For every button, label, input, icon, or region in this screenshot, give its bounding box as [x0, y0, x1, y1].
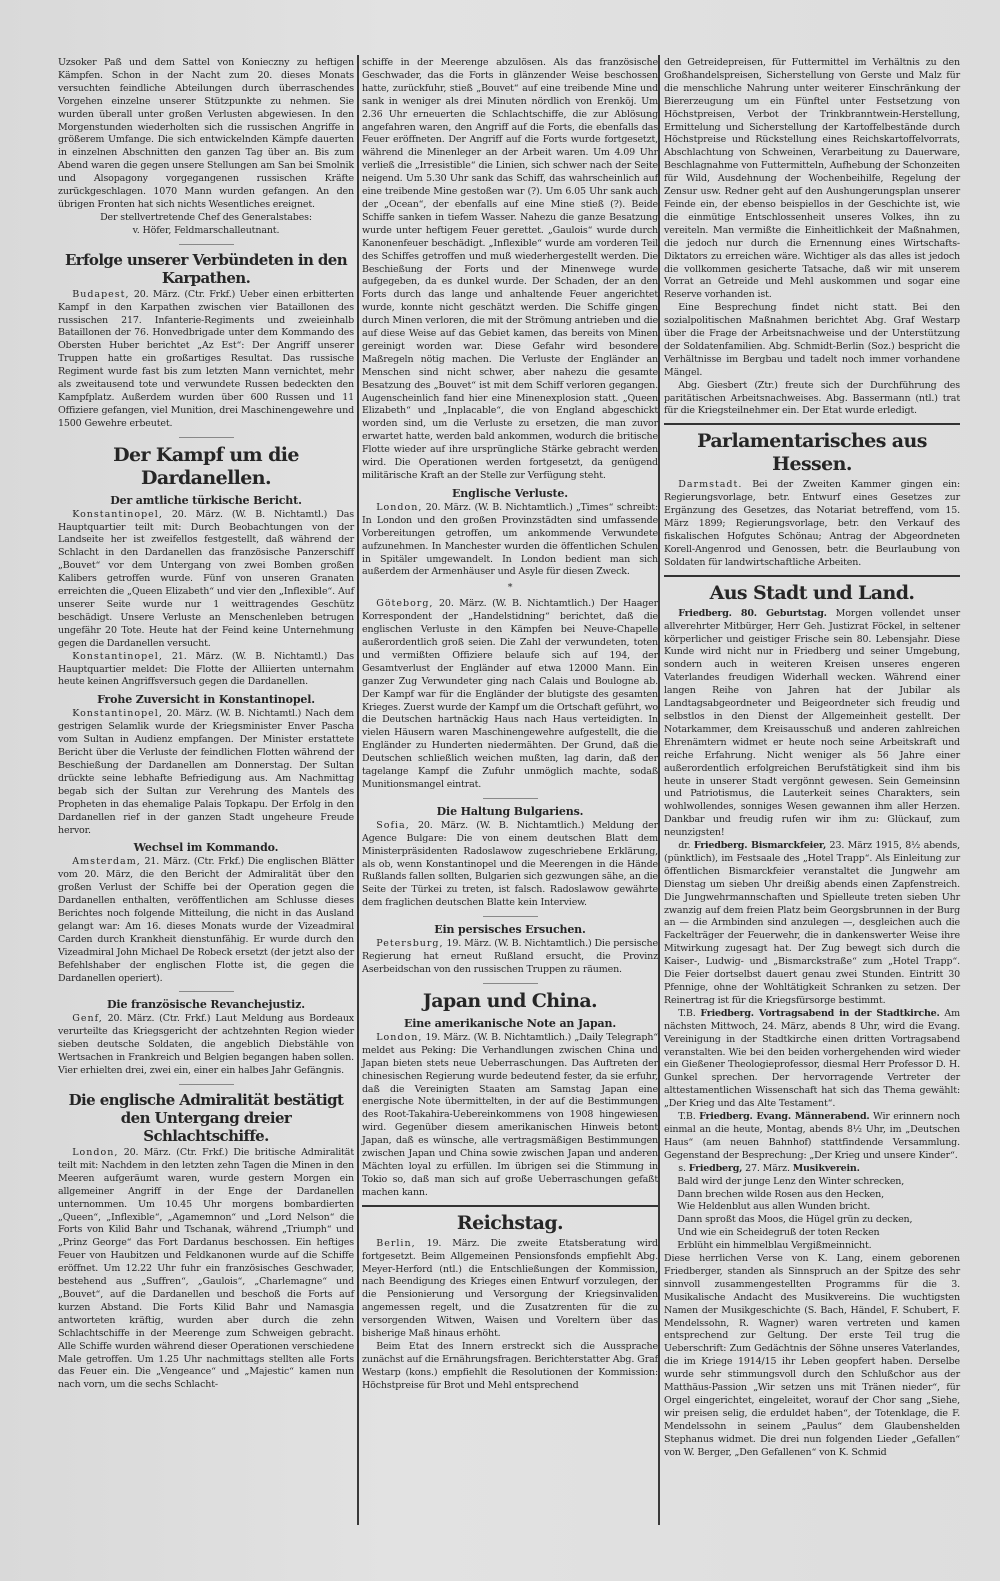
article-paragraph	[362, 57, 658, 483]
paragraph-text: 27. März.	[742, 1162, 793, 1174]
section-divider	[664, 575, 960, 577]
divider	[179, 991, 234, 992]
article-subheadline: Ein persisches Ersuchen.	[434, 923, 586, 937]
article-paragraph	[362, 1341, 658, 1393]
article-paragraph	[664, 1163, 960, 1176]
paragraph-text: Diese herrlichen Verse von K. Lang, einem geborenen Friedberger, standen als Sinnspruch an der Spitze des sehr sinnvoll zusammengestellten Programms für die 3. Musikalische Andacht des Musikvereins. Die wuchtigsten Namen der Musikgeschichte (S. Bach, Händel, F. Schubert, F. Mendelssohn, R. Wagner) waren vertreten und kamen entsprechend zur Geltung. Der erste Teil trug die Ueberschrift: Zum Gedächtnis der Söhne unseres Vaterlandes, die im Kriege 1914/15 ihr Leben geopfert haben. Derselbe wurde sehr stimmungsvoll durch den Schlußchor aus der Matthäus-Passion „Wir setzen uns mit Tränen nieder“, für Orgel eingerichtet, eingeleitet, worauf der Chor sang „Siehe, wir preisen selig, die erduldet haben“, der Totenklage, die F. Mendelssohn in seinem „Paulus“ dem Glaubenshelden Stephanus widmet. Die drei nun folgenden Lieder „Gefallen“ von W. Berger, „Den Gefallenen“ von K. Schmid	[664, 1253, 960, 1458]
article-paragraph	[664, 1253, 960, 1460]
poem	[664, 1176, 960, 1253]
article-headline: Japan und China.	[422, 989, 598, 1012]
column-2	[362, 57, 658, 1393]
signature-line: v. Höfer, Feldmarschalleutnant.	[132, 224, 280, 236]
article-subheadline: Frohe Zuversicht in Konstantinopel.	[97, 693, 315, 707]
paragraph-text: 20. März. (W. B. Nichtamtl.) Das Hauptquartier teilt mit: Durch Beobachtungen von der Landseite her ist zweifellos festgestellt, daß während der Schlacht in den Dardanellen das französische Panzerschiff „Bouvet“ vor dem Untergang von zwei Bomben großen Kalibers getroffen wurde. Fünf von unseren Granaten erreichten die „Queen Elizabeth“ und vier den „Inflexible“. Auf unserer Seite wurde nur 1 weittragendes Geschütz beschädigt. Unsere Verluste an Menschenleben betrugen ungefähr 20 Tote. Heute hat der Feind keine Unternehmung gegen die Dardanellen versucht.	[58, 508, 354, 649]
divider	[179, 244, 234, 245]
article-paragraph	[664, 608, 960, 840]
paragraph-text: Beim Etat des Innern erstreckt sich die Aussprache zunächst auf die Ernährungsfragen. Berichterstatter Abg. Graf Westarp (kons.) empfiehlt die Resolutionen der Kommission: Höchstpreise für Brot und Mehl entsprechend	[362, 1340, 658, 1391]
article-paragraph	[58, 509, 354, 651]
dateline: Budapest,	[72, 288, 130, 300]
poem-line: Dann sproßt das Moos, die Hügel grün zu decken,	[677, 1214, 913, 1226]
poem-line: Dann brechen wilde Rosen aus den Hecken,	[677, 1188, 884, 1200]
dateline: London,	[376, 501, 423, 513]
article-headline: Reichstag.	[456, 1211, 564, 1234]
signature-line: Der stellvertretende Chef des Generalstabes:	[100, 211, 312, 223]
column-divider	[658, 55, 660, 1525]
poem-line: Wie Heldenblut aus allen Wunden bricht.	[677, 1201, 871, 1213]
dateline: Friedberg. Vortragsabend in der Stadtkirche.	[700, 1007, 940, 1019]
paragraph-text: 19. März. (W. B. Nichtamtlich.) „Daily Telegraph“ meldet aus Peking: Die Verhandlungen zwischen China und Japan bieten stets neue Ueberraschungen. Das Auftreten der chinesischen Regierung wurde bedeutend fester, da sie erfuhr, daß die Vereinigten Staaten am Samstag Japan eine energische Note übermittelten, in der auf die Bestimmungen des Root-Takahira-Uebereinkommens von 1908 hingewiesen wird. Gegenüber diesem amerikanischen Hinweis betont Japan, daß es wünsche, alle vertragsmäßigen Bestimmungen zwischen Japan und China sowie zwischen Japan und anderen Mächten loyal zu erfüllen. Im übrigen sei die Stimmung in Tokio so, daß man sich auf große Ueberraschungen gefaßt machen kann.	[362, 1031, 658, 1198]
paragraph-text: 20. März. (W. B. Nichtamtl.) Nach dem gestrigen Selamlik wurde der Kriegsminister Enver Pascha vom Sultan in Audienz empfangen. Der Minister erstattete Bericht über die Verluste der feindlichen Flotten während der Beschießung der Dardanellen am Donnerstag. Der Sultan drückte seine lebhafte Befriedigung aus. Am Nachmittag begab sich der Sultan zur Verehrung des Mantels des Propheten in das ehemalige Palais Topkapu. Der Erfolg in den Dardanellen rief in der ganzen Stadt ungeheure Freude hervor.	[58, 708, 354, 836]
article-paragraph	[58, 57, 354, 212]
paragraph-text: 21. März. (Ctr. Frkf.) Die englischen Blätter vom 20. März, die den Bericht der Admiralität über den großen Verlust der Schiffe bei der Operation gegen die Dardanellen enthalten, veröffentlichen am Schlusse dieses Berichtes noch folgende Mitteilung, die nicht in das Ausland gelangt war: Am 16. dieses Monats wurde der Vizeadmiral Carden durch Krankheit dienstunfähig. Er wurde durch den Vizeadmiral John Michael De Robeck ersetzt (der jetzt also der Befehlshaber der englischen Flotte ist, die gegen die Dardanellen operiert).	[58, 856, 354, 984]
article-paragraph	[664, 479, 960, 569]
dateline: Friedberg,	[688, 1162, 743, 1174]
paragraph-text: 20. März. (Ctr. Frkf.) Laut Meldung aus Bordeaux verurteilte das Kriegsgericht der achtzehnten Region wieder sieben deutsche Soldaten, die angeblich Diebstähle von Wertsachen in Frankreich und Belgien begangen haben sollen. Vier erhielten drei, zwei ein, einer ein halbes Jahr Gefängnis.	[58, 1013, 354, 1077]
article-headline: Parlamentarisches aus Hessen.	[697, 430, 927, 476]
divider	[179, 1084, 234, 1085]
column-divider	[357, 55, 359, 1525]
divider	[483, 798, 538, 799]
divider	[179, 437, 234, 438]
dateline: Konstantinopel,	[72, 650, 163, 662]
dateline: Darmstadt.	[678, 479, 743, 491]
paragraph-text: 20. März. (Ctr. Frkf.) Die britische Admiralität teilt mit: Nachdem in den letzten zehn Tagen die Minen in den Meeren aufgeräumt waren, wurde gestern Morgen ein allgemeiner Angriff in der Enge der Dardanellen unternommen. Um 10.45 Uhr morgens bombardierten „Queen“, „Inflexible“, „Agamemnon“ und „Lord Nelson“ die Forts von Kilid Bahr und Tschanak, während „Triumph“ und „Prinz George“ das Fort Dardanus beschossen. Ein heftiges Feuer von Haubitzen und Feldkanonen wurde auf die Schiffe eröffnet. Um 12.22 Uhr fuhr ein französisches Geschwader, bestehend aus „Suffren“, „Gaulois“, „Charlemagne“ und „Bouvet“, auf die Dardanellen und beschoß die Forts auf kurzen Abstand. Die Forts Kilid Bahr und Namasgia antworteten kräftig, wurden aber durch die zehn Schlachtschiffe in der Meerenge zum Schweigen gebracht. Alle Schiffe wurden während dieser Operationen verschiedene Male getroffen. Um 1.25 Uhr nachmittags stellten alle Forts das Feuer ein. Die „Vengeance“ und „Majestic“ kamen nun nach vorn, um die sechs Schlacht-	[58, 1147, 354, 1391]
signature	[58, 212, 354, 238]
paragraph-text: Bei der Zweiten Kammer gingen ein: Regierungsvorlage, betr. Entwurf eines Gesetzes zur Ergänzung des Gesetzes, das Notariat betreffend, vom 15. März 1899; Regierungsvorlage, betr. den Verkauf des fiskalischen Hofgutes Schönau; Antrag der Abgeordneten Korell-Angenrod und Genossen, betr. die Beurlaubung von Soldaten für landwirtschaftliche Arbeiten.	[664, 479, 960, 568]
poem-line: Erblüht ein himmelblau Vergißmeinnicht.	[677, 1240, 872, 1252]
article-paragraph	[362, 1238, 658, 1341]
dateline: Friedberg. 80. Geburtstag.	[678, 607, 827, 619]
article-subheadline: Eine amerikanische Note an Japan.	[403, 1016, 617, 1030]
article-subheadline: Der amtliche türkische Bericht.	[110, 493, 302, 507]
article-subheadline: Englische Verluste.	[452, 486, 568, 500]
section-divider	[362, 1205, 658, 1207]
author-mark: T.B.	[678, 1111, 700, 1123]
paragraph-text: 20. März. (W. B. Nichtamtlich.) Meldung der Agence Bulgare: Die von einem deutschen Blatt dem Ministerpräsidenten Radoslawow zugeschriebene Erklärung, als ob, wenn Konstantinopel und die Meerengen in die Hände Rußlands fallen sollten, Bulgarien sich gezwungen sähe, an die Seite der Türkei zu treten, ist falsch. Radoslawow gewährte dem fraglichen deutschen Blatte kein Interview.	[362, 819, 658, 909]
paragraph-text: Eine Besprechung findet nicht statt. Bei den sozialpolitischen Maßnahmen berichtet Abg. Graf Westarp über die Frage der Arbeitsnachweise und der Unterstützung der Soldatenfamilien. Abg. Schmidt-Berlin (Soz.) bespricht die Verhältnisse im Bergbau und tadelt noch immer vorhandene Mängel.	[664, 302, 960, 378]
author-mark: dr.	[678, 840, 694, 852]
article-paragraph	[58, 289, 354, 431]
article-paragraph	[362, 598, 658, 792]
poem-line: Bald wird der junge Lenz den Winter schrecken,	[677, 1175, 905, 1187]
article-paragraph	[664, 1111, 960, 1163]
article-paragraph	[58, 1013, 354, 1078]
dateline: Konstantinopel,	[72, 508, 163, 520]
paragraph-text: schiffe in der Meerenge abzulösen. Als das französische Geschwader, das die Forts in glänzender Weise beschossen hatte, zurückfuhr, stieß „Bouvet“ auf eine treibende Mine und sank in weniger als drei Minuten nördlich von Erenköj. Um 2.36 Uhr erneuerten die Schlachtschiffe, die zur Ablösung angefahren waren, den Angriff auf die Forts, die ebenfalls das Feuer eröffneten. Der Angriff auf die Forts wurde fortgesetzt, während die Minenleger an der Arbeit waren. Um 4.09 Uhr verließ die „Irresistible“ die Linien, sich schwer nach der Seite neigend. Um 5.30 Uhr sank das Schiff, das wahrscheinlich auf eine treibende Mine gestoßen war (?). Um 6.05 Uhr sank auch der „Ocean“, der ebenfalls auf eine Mine stieß (?). Beide Schiffe sanken in tiefem Wasser. Nahezu die ganze Besatzung wurde unter heftigem Feuer gerettet. „Gaulois“ wurde durch Kanonenfeuer beschädigt. „Inflexible“ wurde am vorderen Teil des Schiffes getroffen und muß wiederhergestellt werden. Die Beschießung der Forts und der Minenwege wurde aufgegeben, da es dunkel wurde. Der Schaden, der an den Forts durch das lange und anhaltende Feuer angerichtet wurde, konnte nicht geschätzt werden. Die Schiffe gingen durch Minen verloren, die mit der Strömung antrieben und die auf diese Weise auf das Gebiet kamen, das bereits von Minen gereinigt worden war. Diese Gefahr wird besondere Maßregeln nötig machen. Die Verluste der Engländer an Menschen sind nicht schwer, aber nahezu die gesamte Besatzung des „Bouvet“ ist mit dem Schiff verloren gegangen. Augenscheinlich fand hier eine Minenexplosion statt. „Queen Elizabeth“ und „Inplacable“, die von England abgeschickt worden sind, um die Verluste zu ersetzen, die man zuvor erwartet hatte, werden bald ankommen, wodurch die britische Flotte wieder auf ihre ursprüngliche Stärke gebracht werden wird. Die Operationen werden fortgesetzt, da genügend militärische Kraft an der Stelle zur Verfügung steht.	[362, 57, 658, 481]
article-paragraph	[664, 380, 960, 419]
paragraph-text: Uzsoker Paß und dem Sattel von Konieczny zu heftigen Kämpfen. Schon in der Nacht zum 20. dieses Monats versuchten feindliche Abteilungen durch überraschendes Vorgehen einzelne unserer Stützpunkte zu nehmen. Sie wurden überall unter großen Verlusten abgewiesen. In den Morgenstunden wiederholten sich die russischen Angriffe in größerem Umfange. Die sich entwickelnden Kämpfe dauerten in einzelnen Abschnitten den ganzen Tag über an. Bis zum Abend waren die gegen unsere Stellungen am San bei Smolnik und Alsopagony vorgegangenen russischen Kräfte zurückgeschlagen. 1070 Mann wurden gefangen. An den übrigen Fronten hat sich nichts Wesentliches ereignet.	[58, 57, 354, 210]
article-paragraph	[362, 820, 658, 910]
column-3	[664, 57, 960, 1460]
article-subheadline: Wechsel im Kommando.	[133, 841, 279, 855]
author-mark: T.B.	[678, 1007, 701, 1019]
article-paragraph	[362, 1032, 658, 1200]
paragraph-text: 20. März. (W. B. Nichtamtlich.) Der Haager Korrespondent der „Handelstidning“ berichtet, daß die englischen Verluste in den Kämpfen bei Neuve-Chapelle außerordentlich groß seien. Die Zahl der verwundeten, toten und vermißten Offiziere belaufe sich auf 194, der Gesamtverlust der Engländer auf etwa 12000 Mann. Ein ganzer Zug Verwundeter ging nach Calais und Boulogne ab. Der Kampf war für die Engländer der blutigste des gesamten Krieges. Zuerst wurde der Kampf um die Ortschaft geführt, wo die Deutschen hartnäckig Haus nach Haus verteidigten. In vielen Häusern waren Maschinengewehre aufgestellt, die die Engländer zu Hunderten niedermähten. Der Grund, daß die Deutschen schließlich weichen mußten, lag darin, daß der tagelange Kampf die Zufuhr unmöglich machte, sodaß Munitionsmangel eintrat.	[362, 598, 658, 790]
divider	[483, 983, 538, 984]
article-paragraph	[664, 1008, 960, 1111]
article-paragraph	[664, 302, 960, 379]
article-paragraph	[664, 840, 960, 1008]
article-headline: Der Kampf um die Dardanellen.	[113, 443, 299, 489]
dateline: London,	[72, 1147, 119, 1158]
dateline: Petersburg,	[376, 938, 444, 950]
article-paragraph	[664, 57, 960, 302]
section-divider	[664, 423, 960, 425]
asterisk-separator: *	[507, 582, 513, 594]
paragraph-text: 21. März. (W. B. Nichtamtl.) Das Hauptquartier meldet: Die Flotte der Alliierten unternahm heute keinen Angriffsversuch gegen die Dardanellen.	[58, 650, 354, 688]
article-headline: Die englische Admiralität bestätigt den Untergang dreier Schlachtschiffe.	[68, 1091, 344, 1145]
paragraph-text: 19. März. (W. B. Nichtamtlich.) Die persische Regierung hat erneut Rußland ersucht, die Provinz Aserbeidschan von den russischen Truppen zu räumen.	[362, 938, 658, 975]
dateline: Friedberg. Bismarckfeier,	[693, 840, 827, 852]
dateline: Genf,	[72, 1013, 103, 1025]
author-mark: s.	[678, 1162, 689, 1174]
paragraph-text: den Getreidepreisen, für Futtermittel im Verhältnis zu den Großhandelspreisen, Sicherstellung von Gerste und Malz für die menschliche Nahrung unter weiterer Einschränkung der Biererzeugung um ein Fünftel unter Festsetzung von Höchstpreisen, Verbot der Trinkbranntwein-Herstellung, Ermittelung und Sicherstellung der Kartoffelbestände durch Höchstpreise und Rückstellung eines Reichskartoffelvorrats, Abschlachtung von Schweinen, Verarbeitung zu Dauerware, Beschlagnahme von Futtermitteln, Aufhebung der Schonzeiten für Wild, Ausdehnung der Wochenbeihilfe, Regelung der Zensur usw. Redner geht auf den Aushungerungsplan unserer Feinde ein, der ebenso beispiellos in der Geschichte ist, wie die einmütige Entschlossenheit unseres Volkes, ihn zu vereiteln. Man vermißte die Einheitlichkeit der Maßnahmen, die jedoch nur durch die Ernennung eines Wirtschafts-Diktators zu erreichen wäre. Wichtiger als das alles ist jedoch die vollkommen gesicherte Tatsache, daß wir mit unserem Vorrat an Getreide und Mehl auskommen und sogar eine Reserve vorhanden ist.	[664, 57, 960, 301]
dateline: Amsterdam,	[72, 856, 141, 868]
column-1	[58, 57, 354, 1392]
dateline: London,	[376, 1031, 423, 1043]
paragraph-text: Abg. Giesbert (Ztr.) freute sich der Durchführung des paritätischen Arbeitsnachweises. Abg. Bassermann (ntl.) trat für die Kriegsteilnehmer ein. Der Etat wurde erledigt.	[664, 379, 960, 417]
paragraph-text: 19. März. Die zweite Etatsberatung wird fortgesetzt. Beim Allgemeinen Pensionsfonds empfiehlt Abg. Meyer-Herford (ntl.) die Entschließungen der Kommission, nach Beendigung des Krieges einen Entwurf vorzulegen, der die Pensionierung und Versorgung der Kriegsinvaliden angemessen regelt, und die Zusatzrenten für die zu versorgenden Witwen, Waisen und Voreltern über das bisherige Maß hinaus erhöht.	[362, 1237, 658, 1340]
article-subheadline: Die Haltung Bulgariens.	[436, 804, 584, 818]
paragraph-text: Morgen vollendet unser allverehrter Mitbürger, Herr Geh. Justizrat Föckel, in seltener körperlicher und geistiger Frische sein 80. Lebensjahr. Diese Kunde wird nicht nur in Friedberg und seiner Umgebung, sondern auch in weiteren Kreisen unseres engeren Vaterlandes freudigen Widerhall wecken. Während einer langen Reihe von Jahren hat der Jubilar als Landtagsabgeordneter und Beigeordneter sich freudig und selbstlos in den Dienst der Allgemeinheit gestellt. Der Notarkammer, dem Kreisausschuß und anderen zahlreichen Ehrenämtern widmet er heute noch seine Arbeitskraft und reiche Erfahrung. Nicht weniger als 56 Jahre einer außerordentlich erfolgreichen Berufstätigkeit sind ihm bis heute in unserer Stadt vergönnt gewesen. Sein Gemeinsinn und Patriotismus, die Lauterkeit seines Charakters, sein wohlwollendes, sonniges Wesen gewannen ihm aller Herzen. Dankbar und freudig rufen wir ihm zu: Glückauf, zum neunzigsten!	[664, 607, 961, 839]
dateline: Friedberg. Evang. Männerabend.	[699, 1111, 870, 1123]
paragraph-text: 20. März. (W. B. Nichtamtlich.) „Times“ schreibt: In London und den großen Provinzstädten sind umfassende Vorbereitungen getroffen, um ankommende Verwundete aufzunehmen. In Manchester wurden die öffentlichen Schulen in Spitäler umgewandelt. In London bedient man sich außerdem der Armenhäuser und Asyle für diesen Zweck.	[362, 501, 658, 578]
article-headline: Erfolge unserer Verbündeten in den Karpathen.	[64, 250, 348, 287]
article-paragraph	[362, 938, 658, 977]
paragraph-text: 20. März. (Ctr. Frkf.) Ueber einen erbitterten Kampf in den Karpathen zwischen vier Bataillonen des russischen 217. Infanterie-Regiments und zweieinhalb Bataillonen der 76. Honvedbrigade unter dem Kommando des Obersten Huber berichtet „Az Est“: Der Angriff unserer Truppen hatte ein großartiges Resultat. Das russische Regiment wurde fast bis zum letzten Mann vernichtet, mehr als zweitausend tote und verwundete Russen bedeckten den Kampfplatz. Außerdem wurden über 600 Russen und 11 Offiziere gefangen, viel Munition, drei Maschinengewehre und 1500 Gewehre erbeutet.	[58, 288, 354, 429]
article-paragraph	[58, 1147, 354, 1392]
dateline: Sofia,	[376, 819, 410, 831]
article-paragraph	[58, 708, 354, 837]
paragraph-text: 23. März 1915, 8½ abends, (pünktlich), im Festsaale des „Hotel Trapp“. Als Einleitung zur öffentlichen Bismarckfeier veranstaltet die Jungwehr am Dienstag um sieben Uhr dreißig abends einen Zapfenstreich. Die Jungwehrmannschaften und Spielleute treten sieben Uhr zwanzig auf dem freien Platz beim Georgsbrunnen in der Burg an — die Armbinden sind anzulegen —, desgleichen auch die Fackelträger der Feuerwehr, die in dankenswerter Weise ihre Mitwirkung zugesagt hat. Der Zug bewegt sich durch die Kaiser-, Ludwig- und „Bismarckstraße“ zum „Hotel Trapp“. Die Feier dortselbst dauert genau zwei Stunden. Eintritt 30 Pfennige, ohne der Wohltätigkeit Schranken zu setzen. Der Reinertrag ist für die Kriegsfürsorge bestimmt.	[664, 840, 960, 1006]
paragraph-heading: Musikverein.	[792, 1162, 860, 1174]
article-paragraph	[362, 502, 658, 579]
article-paragraph	[58, 651, 354, 690]
article-subheadline: Die französische Revanchejustiz.	[107, 998, 305, 1012]
paragraph-text: Wir erinnern noch einmal an die heute, Montag, abends 8½ Uhr, im „Deutschen Haus“ (am neuen Bahnhof) stattfindende Versammlung. Gegenstand der Besprechung: „Der Krieg und unsere Kinder“.	[664, 1111, 960, 1161]
divider	[483, 916, 538, 917]
dateline: Berlin,	[376, 1237, 416, 1249]
article-headline: Aus Stadt und Land.	[709, 581, 915, 604]
dateline: Göteborg,	[376, 598, 434, 610]
article-paragraph	[58, 856, 354, 985]
dateline: Konstantinopel,	[72, 708, 163, 720]
paragraph-text: Am nächsten Mittwoch, 24. März, abends 8 Uhr, wird die Evang. Vereinigung in der Stadtkirche einen dritten Vortragsabend veranstalten. Wie bei den beiden vorhergehenden wird wieder ein Gießener Theologieprofessor, diesmal Herr Professor D. H. Gunkel sprechen. Der hervorragende Vertreter der alttestamentlichen Wissenschaft hat sich das Thema gewählt: „Der Krieg und das Alte Testament“.	[664, 1007, 960, 1110]
poem-line: Und wie ein Scheidegruß der toten Recken	[677, 1227, 880, 1239]
